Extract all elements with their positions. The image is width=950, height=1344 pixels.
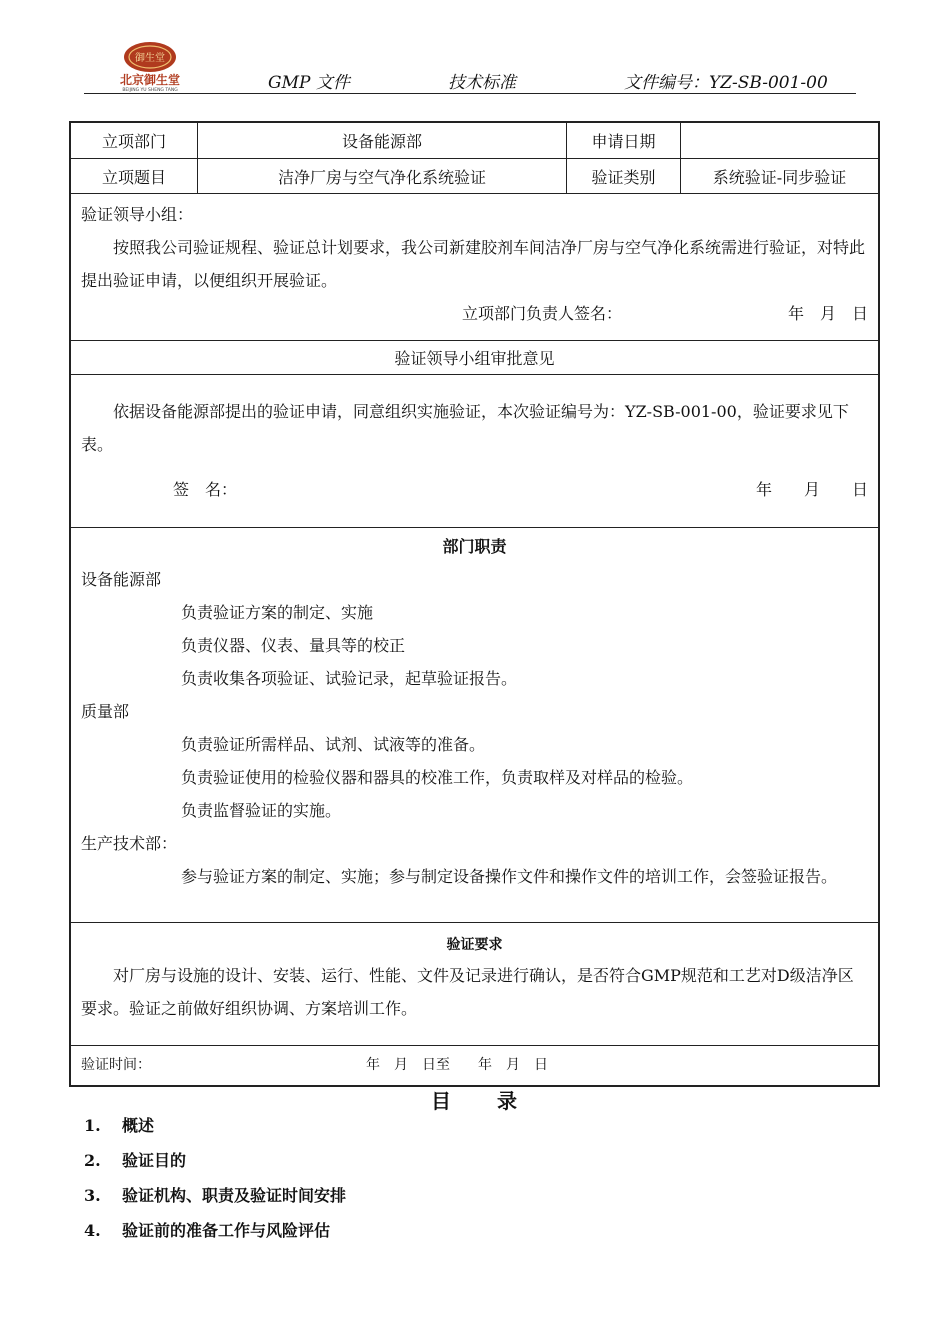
duties-section (71, 528, 878, 923)
toc-item (84, 1147, 346, 1182)
validation-time-row (71, 1046, 878, 1085)
duty-item: 参与验证方案的制定、实施；参与制定设备操作文件和操作文件的培训工作，会签验证报告。 (181, 867, 838, 886)
duty-dept-production: 生产技术部： (81, 834, 178, 853)
duty-item: 负责验证所需样品、试剂、试液等的准备。 (181, 735, 486, 754)
approval-section (71, 375, 878, 528)
leader-group-title: 验证领导小组： (81, 205, 194, 224)
toc-number: 3. (84, 1186, 101, 1205)
approval-title-row (71, 341, 878, 375)
requirements-text: 对厂房与设施的设计、安装、运行、性能、文件及记录进行确认，是否符合GMP规范和工艺对D级洁净区要求。验证之前做好组织协调、方案培训工作。 (81, 966, 854, 1018)
toc-text: 验证目的 (122, 1151, 187, 1170)
dept-value: 设备能源部 (198, 123, 567, 158)
toc-item (84, 1182, 346, 1217)
dept-head-signature: 立项部门负责人签名： (461, 304, 622, 323)
leader-group-text: 按照我公司验证规程、验证总计划要求，我公司新建胶剂车间洁净厂房与空气净化系统需进行验证，对特此提出验证申请，以便组织开展验证。 (81, 238, 866, 290)
validation-time-label: 验证时间： (81, 1057, 151, 1073)
duty-dept-quality: 质量部 (81, 702, 130, 721)
toc-item (84, 1217, 346, 1252)
company-name: 北京御生堂 (119, 73, 181, 87)
duty-item: 负责仪器、仪表、量具等的校正 (181, 636, 406, 655)
duty-item: 负责验证使用的检验仪器和器具的校准工作，负责取样及对样品的检验。 (181, 768, 694, 787)
approval-title: 验证领导小组审批意见 (394, 349, 555, 368)
approval-text: 依据设备能源部提出的验证申请，同意组织实施验证，本次验证编号为：YZ-SB-001-00，验证要求见下表。 (81, 402, 849, 454)
dept-label: 立项部门 (71, 123, 198, 158)
row-dept (71, 123, 878, 159)
requirements-section (71, 923, 878, 1046)
duties-title: 部门职责 (442, 537, 507, 556)
type-value: 系统验证-同步验证 (712, 167, 847, 187)
approval-date: 年 月 日 (755, 480, 868, 499)
requirements-title: 验证要求 (446, 937, 503, 953)
header-gmp: GMP 文件 (268, 73, 350, 93)
toc-number: 2. (84, 1151, 101, 1170)
toc-text: 概述 (122, 1116, 155, 1135)
row-topic (71, 159, 878, 194)
type-label: 验证类别 (567, 159, 681, 193)
date-label: 申请日期 (567, 123, 681, 158)
topic-value: 洁净厂房与空气净化系统验证 (198, 159, 567, 193)
company-en: BEIJING YU SHENG TANG (122, 88, 178, 92)
header-standard: 技术标准 (448, 73, 516, 93)
validation-application-table (69, 121, 880, 1087)
svg-text:御生堂: 御生堂 (135, 53, 165, 64)
toc-title: 目 录 (431, 1089, 519, 1113)
toc-text: 验证机构、职责及验证时间安排 (122, 1186, 347, 1205)
header-doc-number: 文件编号：YZ-SB-001-00 (624, 73, 828, 93)
toc-number: 4. (84, 1221, 101, 1240)
toc-text: 验证前的准备工作与风险评估 (122, 1221, 331, 1240)
toc-number: 1. (84, 1116, 101, 1135)
toc-item (84, 1112, 346, 1147)
table-of-contents (84, 1112, 346, 1252)
duty-item: 负责监督验证的实施。 (181, 801, 342, 820)
approval-signature: 签 名： (173, 480, 238, 499)
duty-item: 负责验证方案的制定、实施 (181, 603, 374, 622)
leader-group-section (71, 194, 878, 341)
duty-dept-equipment: 设备能源部 (81, 570, 162, 589)
duty-item: 负责收集各项验证、试验记录，起草验证报告。 (181, 669, 518, 688)
header-divider (84, 93, 856, 94)
topic-label: 立项题目 (71, 159, 198, 193)
company-logo (102, 40, 198, 92)
validation-time-value: 年 月 日至 年 月 日 (366, 1057, 548, 1073)
dept-head-date: 年 月 日 (787, 304, 868, 323)
page-header (84, 38, 856, 94)
date-value (681, 123, 878, 158)
